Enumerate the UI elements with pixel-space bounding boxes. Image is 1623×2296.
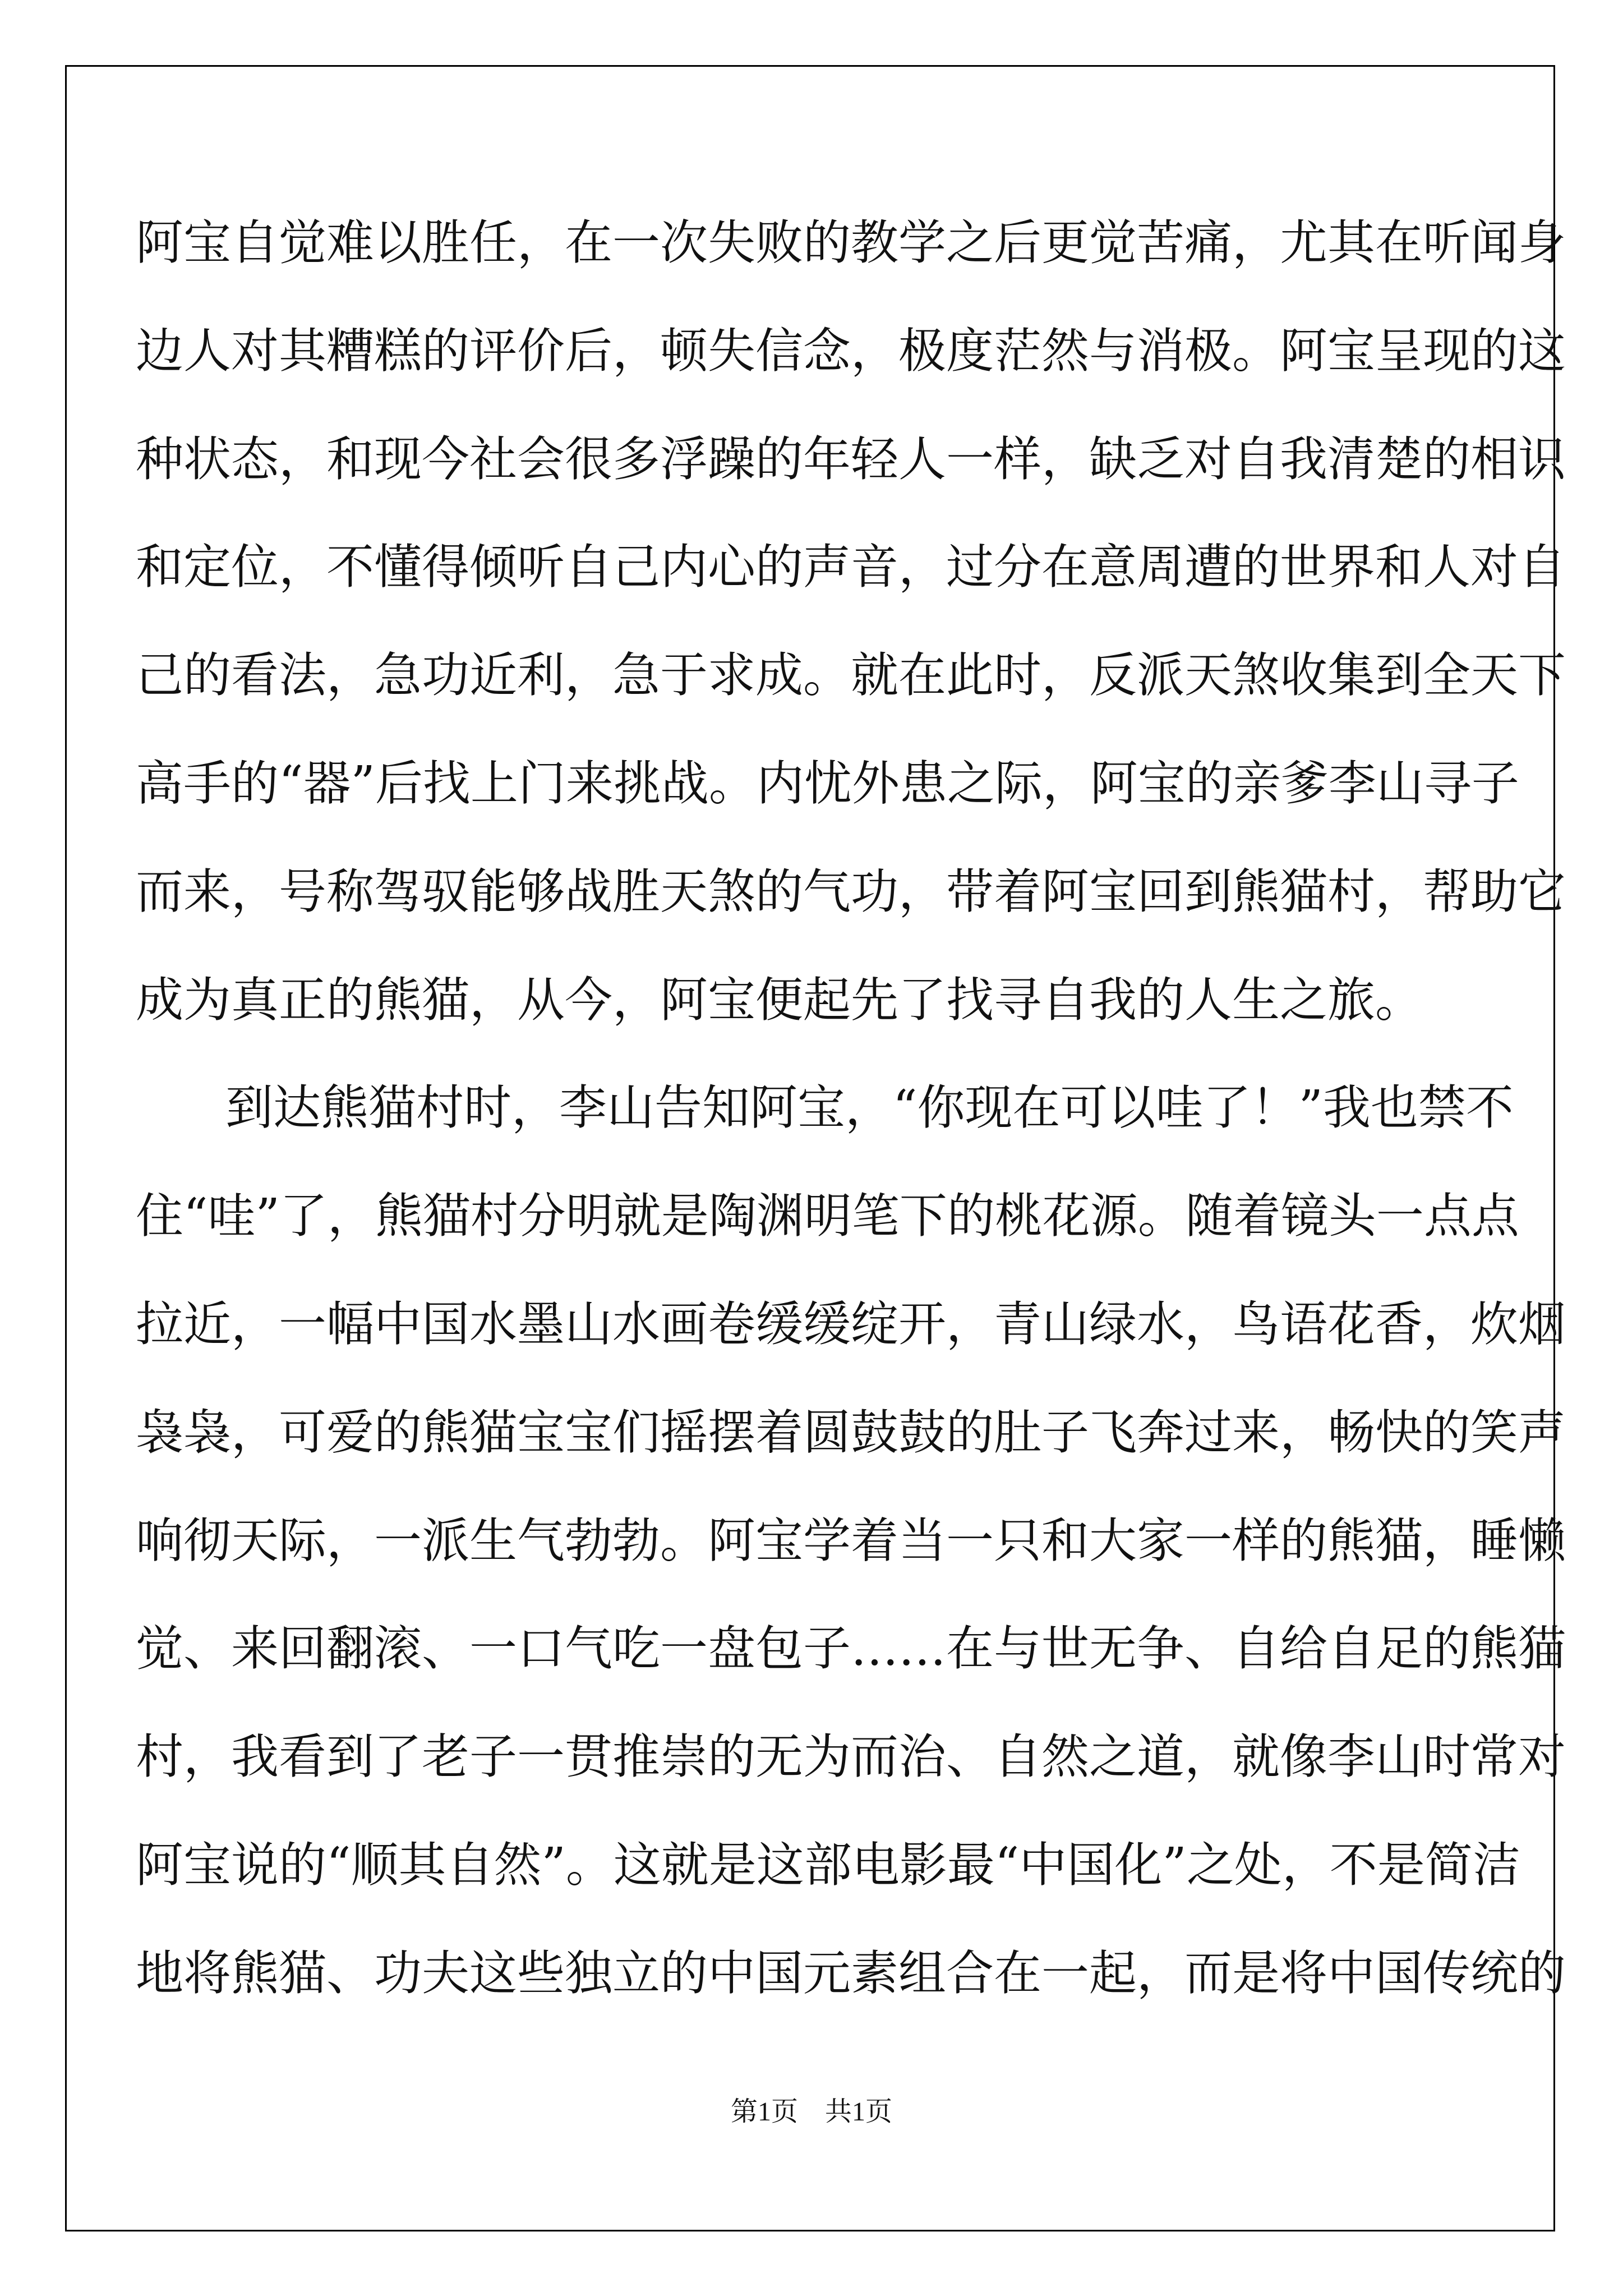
- text-line: 响彻天际，一派生气勃勃。阿宝学着当一只和大家一样的熊猫，睡懒: [136, 1513, 1566, 1569]
- paragraph-2: [136, 1055, 1566, 2028]
- text-line: 觉、来回翻滚、一口气吃一盘包子……在与世无争、自给自足的熊猫: [136, 1621, 1566, 1677]
- text-line: 阿宝自觉难以胜任，在一次失败的教学之后更觉苦痛，尤其在听闻身: [136, 215, 1566, 271]
- text-line: 住“哇”了，熊猫村分明就是陶渊明笔下的桃花源。随着镜头一点点: [136, 1189, 1519, 1245]
- text-line: 而来，号称驾驭能够战胜天煞的气功，带着阿宝回到熊猫村，帮助它: [136, 864, 1566, 920]
- text-line: 高手的“器”后找上门来挑战。内忧外患之际，阿宝的亲爹李山寻子: [136, 756, 1519, 812]
- paragraph-1: [136, 190, 1566, 1055]
- text-line: 地将熊猫、功夫这些独立的中国元素组合在一起，而是将中国传统的: [136, 1945, 1566, 2001]
- document-body: [136, 190, 1566, 2028]
- text-line: 己的看法，急功近利，急于求成。就在此时，反派天煞收集到全天下: [136, 648, 1566, 704]
- text-line: 到达熊猫村时，李山告知阿宝，“你现在可以哇了！”我也禁不: [225, 1080, 1514, 1137]
- page-number-footer: 第1页 共1页: [730, 2097, 892, 2127]
- text-line: 袅袅，可爱的熊猫宝宝们摇摆着圆鼓鼓的肚子飞奔过来，畅快的笑声: [136, 1405, 1566, 1461]
- text-line: 边人对其糟糕的评价后，顿失信念，极度茫然与消极。阿宝呈现的这: [136, 323, 1566, 379]
- text-line: 拉近，一幅中国水墨山水画卷缓缓绽开，青山绿水，鸟语花香，炊烟: [136, 1296, 1566, 1352]
- text-line: 村，我看到了老子一贯推崇的无为而治、自然之道，就像李山时常对: [136, 1729, 1566, 1786]
- text-line: 成为真正的熊猫，从今，阿宝便起先了找寻自我的人生之旅。: [136, 972, 1423, 1028]
- text-line: 和定位，不懂得倾听自己内心的声音，过分在意周遭的世界和人对自: [136, 540, 1566, 596]
- text-line: 阿宝说的“顺其自然”。这就是这部电影最“中国化”之处，不是简洁: [136, 1837, 1520, 1893]
- text-line: 种状态，和现今社会很多浮躁的年轻人一样，缺乏对自我清楚的相识: [136, 431, 1566, 487]
